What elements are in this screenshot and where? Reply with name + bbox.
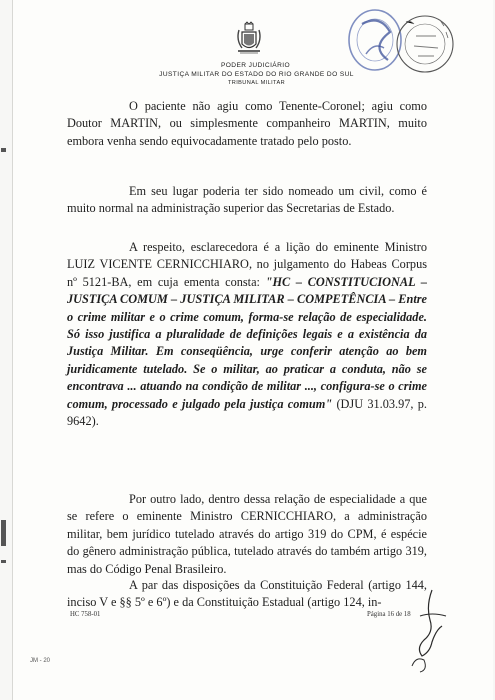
coat-of-arms-icon xyxy=(234,20,264,56)
paragraph-4 xyxy=(67,491,427,578)
paragraph-1 xyxy=(67,98,427,150)
case-number: HC 758-01 xyxy=(70,611,101,618)
binding-edge-marks xyxy=(0,0,8,700)
paragraph-3-citation: (DJU 31.03.97, p. 9642). xyxy=(67,396,428,429)
official-stamp-icon xyxy=(340,2,460,82)
form-code: JM - 20 xyxy=(30,658,51,664)
paragraph-5 xyxy=(67,577,427,612)
jurisprudence-quote: "HC – CONSTITUCIONAL – JUSTIÇA COMUM – JUSTIÇA MILITAR – COMPETÊNCIA – Entre o crime militar e o crime comum, forma-se relação de especialidade. Só isso justifica a pluralidade de definições legais e a existência da Justiça Militar. Em conseqüência, urge conferir atenção ao bem juridicamente tutelado. Se o militar, ao praticar a conduta, não se encontrava ... atuando na condição de militar ..., configura-se o crime comum, processado e julgado pela justiça comum" xyxy=(67,274,427,411)
header-court-name: PODER JUDICIÁRIO xyxy=(220,62,291,69)
paragraph-5-text: A par das disposições da Constituição Federal (artigo 144, inciso V e §§ 5º e 6º) e da Constituição Estadual (artigo 124, in- xyxy=(67,578,427,610)
paragraph-2 xyxy=(67,183,427,218)
paragraph-3 xyxy=(67,239,427,430)
paragraph-1-text: O paciente não agiu como Tenente-Coronel; agiu como Doutor MARTIN, ou simplesmente companheiro MARTIN, muito embora venha sendo equivocadamente tratado pelo posto. xyxy=(67,99,427,148)
paragraph-3-lead: A respeito, esclarecedora é a lição do eminente Ministro LUIZ VICENTE CERNICCHIARO, no julgamento do Habeas Corpus nº 5121-BA, em cuja ementa consta: xyxy=(67,240,427,289)
header-tribunal-name: TRIBUNAL MILITAR xyxy=(227,80,286,86)
handwritten-signature-icon xyxy=(402,586,452,676)
paragraph-4-text: Por outro lado, dentro dessa relação de especialidade a que se refere o eminente Ministro CERNICCHIARO, a administração militar, bem jurídico tutelado através do artigo 319 do CPM, é espécie do gênero administração pública, tutelado através do também artigo 319, mas do Código Penal Brasileiro. xyxy=(67,492,427,576)
paragraph-2-text: Em seu lugar poderia ter sido nomeado um civil, como é muito normal na administração superior das Secretarias de Estado. xyxy=(67,184,427,216)
page-number: Página 16 de 18 xyxy=(367,611,411,618)
header-justice-name: JUSTIÇA MILITAR DO ESTADO DO RIO GRANDE DO SUL xyxy=(159,71,354,78)
